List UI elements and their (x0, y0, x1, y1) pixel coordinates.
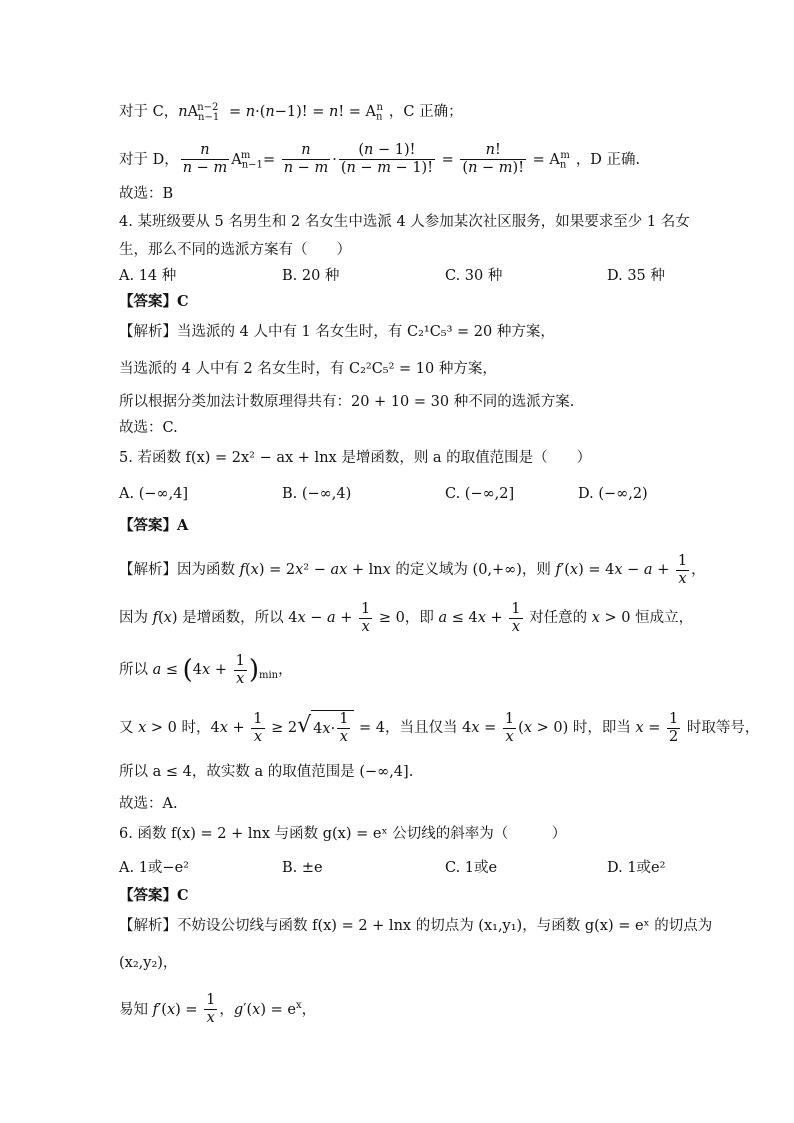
q4-option-a: A. 14 种 (119, 268, 177, 284)
q6-stem: 6. 函数 f(x) = 2 + lnx 与函数 g(x) = eˣ 公切线的斜率为（ ） (119, 826, 567, 842)
q5-option-a: A. (−∞,4] (119, 486, 189, 502)
q6-analysis-2: (x₂,y₂)， (119, 955, 178, 971)
q5-analysis-6: 故选：A. (119, 796, 178, 812)
q5-option-d: D. (−∞,2) (578, 486, 648, 502)
q6-option-d: D. 1或e² (607, 860, 666, 876)
q6-answer: 【答案】C (119, 887, 189, 904)
q4-option-c: C. 30 种 (445, 268, 503, 284)
q6-option-c: C. 1或e (445, 860, 498, 876)
line-option-d-check: 对于 D， $\frac{n}{n - m}$ $A_{n-1}^m$ = $\frac{n}{n - m}$ · $\frac{(n - 1)!}{(n - m - 1)!}$ = $\frac{n!}{(n - m)!}$ = $A_n^m$ ，D 正确. (119, 142, 641, 177)
q4-option-d: D. 35 种 (607, 268, 665, 284)
q6-option-b: B. ±e (282, 860, 323, 876)
q5-option-b: B. (−∞,4) (282, 486, 352, 502)
q5-analysis-4: 又 x > 0 时，4x + $\frac{1}{x}$ ≥ 2√ 4x· $\frac{1}{x}$ = 4，当且仅当 4x = $\frac{1}{x}$ (x > 0) 时，即当 x = $\frac{1}{2}$ 时取等号， (119, 710, 760, 745)
q5-analysis-1: 【解析】因为函数 f(x) = 2x² − ax + lnx 的定义域为 (0,+∞)，则 f′(x) = 4x − a + $\frac{1}{x}$ ， (119, 552, 706, 587)
q4-option-b: B. 20 种 (282, 268, 340, 284)
line-answer-b: 故选：B (119, 186, 174, 202)
q4-analysis-2: 当选派的 4 人中有 2 名女生时，有 C₂²C₅² = 10 种方案， (119, 361, 497, 377)
q6-analysis-1: 【解析】不妨设公切线与函数 f(x) = 2 + lnx 的切点为 (x₁,y₁)，与函数 g(x) = eˣ 的切点为 (119, 918, 713, 934)
q5-analysis-3: 所以 a ≤ (4x + $\frac{1}{x}$ )$_{min}$， (119, 652, 293, 687)
q4-stem-line2: 生，那么不同的选派方案有（ ） (119, 242, 351, 258)
q5-analysis-2: 因为 f(x) 是增函数，所以 4x − a + $\frac{1}{x}$ ≥ 0，即 a ≤ 4x + $\frac{1}{x}$ 对任意的 x > 0 恒成立， (119, 600, 694, 635)
q4-analysis-4: 故选：C. (119, 420, 178, 436)
q5-stem: 5. 若函数 f(x) = 2x² − ax + lnx 是增函数，则 a 的取值范围是（ ） (119, 450, 592, 466)
q5-analysis-5: 所以 a ≤ 4，故实数 a 的取值范围是 (−∞,4]. (119, 764, 414, 780)
q6-option-a: A. 1或−e² (119, 860, 189, 876)
line-option-c-check: 对于 C，$nA_{n-1}^{n-2} = n\cdot(n-1)$! = n! = $A_n^n$ ，C 正确； (119, 102, 463, 123)
q4-answer: 【答案】C (119, 293, 189, 310)
q5-answer: 【答案】A (119, 517, 189, 534)
q4-analysis-3: 所以根据分类加法计数原理得共有：20 + 10 = 30 种不同的选派方案. (119, 394, 575, 410)
q5-option-c: C. (−∞,2] (445, 486, 515, 502)
q4-stem-line1: 4. 某班级要从 5 名男生和 2 名女生中选派 4 人参加某次社区服务，如果要求至少 1 名女 (119, 214, 690, 230)
q6-analysis-3: 易知 f′(x) = $\frac{1}{x}$ ，$g'(x) = e^x$， (119, 992, 317, 1027)
q4-analysis-1: 【解析】当选派的 4 人中有 1 名女生时，有 C₂¹C₅³ = 20 种方案， (119, 324, 555, 340)
